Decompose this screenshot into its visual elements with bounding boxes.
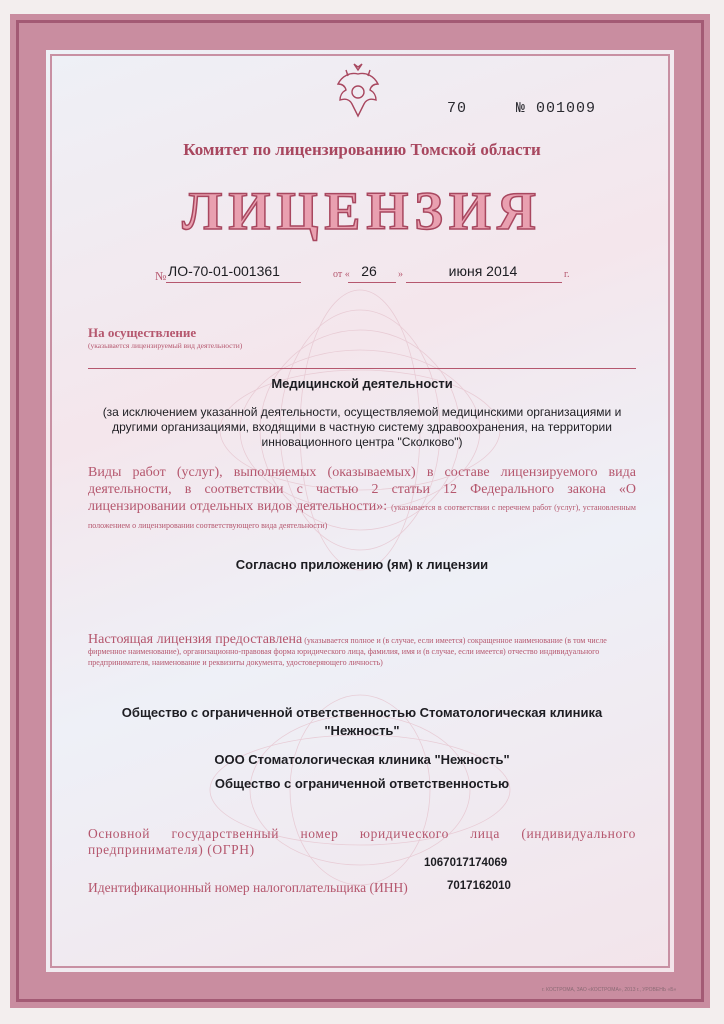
organization-legal-form: Общество с ограниченной ответственностью (214, 776, 510, 791)
license-number: ЛО-70-01-001361 (168, 263, 280, 279)
works-label: Виды работ (услуг), выполняемых (оказываемых) в составе лицензируемого вида деятельности, в соответствии с частью 2 статьи 12 Федерального закона «О лицензировании отдельных видов деятельности»: (88, 465, 636, 514)
ogrn-value: 1067017174069 (424, 857, 508, 869)
works-value: Согласно приложению (ям) к лицензии (235, 557, 489, 572)
works-description (88, 464, 636, 534)
activity-exclusion: (за исключением указанной деятельности, осуществляемой медицинскими организациями и другими организациями, входящими в частную систему здравоохранения, на территории инновационного центра "Сколково") (102, 405, 622, 449)
form-serial-number: № 001009 (516, 100, 597, 117)
organization-short-name: ООО Стоматологическая клиника "Нежность" (214, 752, 510, 767)
organization-full-name-line2: "Нежность" (324, 723, 400, 738)
license-number-prefix: № (155, 269, 167, 283)
printer-mark: г. КОСТРОМА, ЗАО «КОСТРОМА», 2013 г., УРОВЕНЬ «Б» (542, 987, 677, 993)
activity-value: Медицинской деятельности (271, 376, 453, 391)
date-month-underline (406, 282, 562, 283)
granted-description (88, 634, 636, 668)
works-hint: (указывается в соответствии с перечнем работ (услуг), установленным положением о лицензировании соответствующего вида деятельности) (88, 503, 636, 530)
inn-value: 7017162010 (447, 880, 511, 892)
ogrn-label: Основной государственный номер юридического лица (индивидуального предпринимателя) (ОГРН) (88, 826, 636, 857)
activity-label: На осуществление (88, 325, 197, 340)
organization-full-name-line1: Общество с ограниченной ответственностью Стоматологическая клиника (121, 705, 603, 720)
license-day: 26 (361, 263, 377, 279)
organization-full-name (100, 704, 624, 740)
date-day-underline (348, 282, 396, 283)
granted-hint: (указывается полное и (в случае, если имеется) сокращенное наименование (в том числе фирменное наименование), организационно-правовая форма юридического лица, фамилия, имя и (в случае, если имеется) отчество индивидуального предпринимателя, наименование и реквизиты документа, удостоверяющего личность) (88, 636, 607, 667)
date-prefix: от « (333, 269, 350, 280)
issuing-authority: Комитет по лицензированию Томской области (183, 140, 541, 159)
license-month-year: июня 2014 (448, 263, 518, 279)
activity-hint: (указывается лицензируемый вид деятельности) (88, 341, 243, 350)
date-year-suffix: г. (564, 269, 570, 280)
form-series: 70 (447, 100, 468, 117)
date-day-close: » (398, 269, 403, 280)
inn-label: Идентификационный номер налогоплательщика (ИНН) (88, 880, 408, 895)
granted-label: Настоящая лицензия предоставлена (88, 632, 303, 647)
russian-coat-of-arms-icon (332, 62, 384, 122)
activity-underline (88, 368, 636, 369)
license-number-underline (166, 282, 301, 283)
document-title: ЛИЦЕНЗИЯ (182, 181, 542, 241)
